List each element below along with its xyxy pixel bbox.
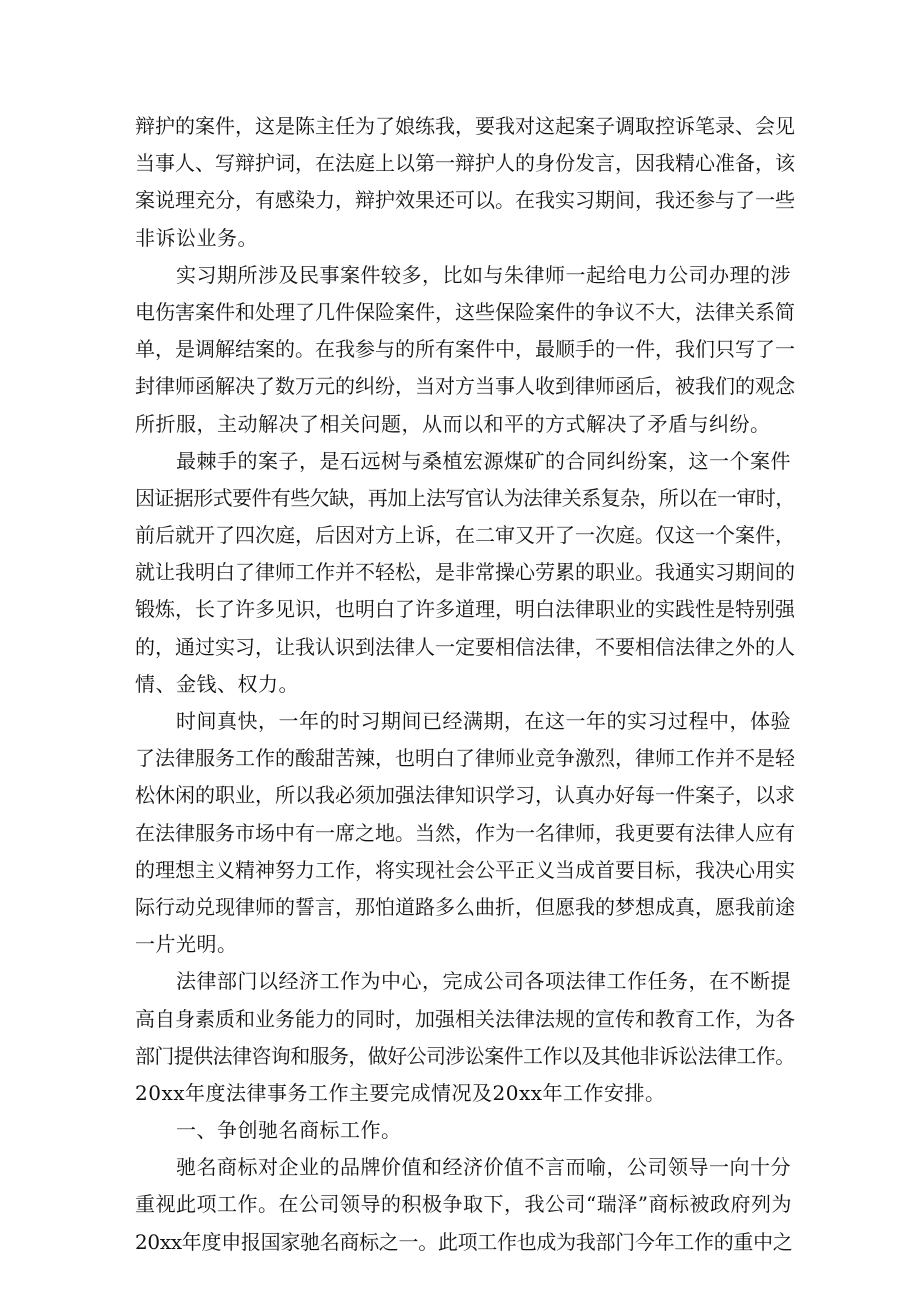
text-line: 法律部门以经济工作为中心，完成公司各项法律工作任务，在不断提 — [135, 969, 791, 994]
text-line: 部门提供法律咨询和服务，做好公司涉讼案件工作以及其他非诉讼法律工作。 — [135, 1043, 795, 1068]
text-line: 20xx年度法律事务工作主要完成情况及20xx年工作安排。 — [135, 1080, 666, 1105]
text-line: 20xx年度申报国家驰名商标之一。此项工作也成为我部门今年工作的重中之 — [135, 1229, 793, 1254]
text-line: 的，通过实习，让我认识到法律人一定要相信法律，不要相信法律之外的人 — [135, 634, 795, 659]
text-line: 了法律服务工作的酸甜苦辣，也明白了律师业竞争激烈，律师工作并不是轻 — [135, 746, 795, 771]
text-line: 驰名商标对企业的品牌价值和经济价值不言而喻，公司领导一向十分 — [135, 1155, 791, 1180]
text-line: 重视此项工作。在公司领导的积极争取下，我公司“瑞泽”商标被政府列为 — [135, 1192, 792, 1217]
text-line: 一、争创驰名商标工作。 — [135, 1118, 402, 1143]
text-line: 最棘手的案子，是石远树与桑植宏源煤矿的合同纠纷案，这一个案件 — [135, 448, 791, 473]
text-line: 所折服，主动解决了相关问题，从而以和平的方式解决了矛盾与纠纷。 — [135, 411, 771, 436]
text-line: 电伤害案件和处理了几件保险案件，这些保险案件的争议不大，法律关系简 — [135, 299, 795, 324]
text-line: 高自身素质和业务能力的同时，加强相关法律法规的宣传和教育工作，为各 — [135, 1006, 795, 1031]
text-line: 锻炼，长了许多见识，也明白了许多道理，明白法律职业的实践性是特别强 — [135, 597, 795, 622]
text-line: 因证据形式要件有些欠缺，再加上法写官认为法律关系复杂，所以在一审时， — [135, 485, 795, 510]
text-line: 案说理充分，有感染力，辩护效果还可以。在我实习期间，我还参与了一些 — [135, 188, 795, 213]
document-body — [135, 108, 795, 1261]
text-line: 时间真快，一年的时习期间已经满期，在这一年的实习过程中，体验 — [135, 709, 791, 733]
text-line: 就让我明白了律师工作并不轻松，是非常操心劳累的职业。我通实习期间的 — [135, 560, 795, 585]
text-line: 辩护的案件，这是陈主任为了娘练我，要我对这起案子调取控诉笔录、会见 — [135, 114, 795, 138]
text-line: 松休闲的职业，所以我必须加强法律知识学习，认真办好每一件案子，以求 — [135, 783, 795, 808]
text-line: 一片光明。 — [135, 932, 238, 957]
text-line: 非诉讼业务。 — [135, 225, 258, 250]
text-line: 际行动兑现律师的誓言，那怕道路多么曲折，但愿我的梦想成真，愿我前途 — [135, 894, 795, 919]
text-line: 当事人、写辩护词，在法庭上以第一辩护人的身份发言，因我精心准备，该 — [135, 151, 795, 176]
text-line: 的理想主义精神努力工作，将实现社会公平正义当成首要目标，我决心用实 — [135, 857, 795, 882]
text-line: 单，是调解结案的。在我参与的所有案件中，最顺手的一件，我们只写了一 — [135, 337, 795, 362]
text-line: 情、金钱、权力。 — [135, 671, 299, 696]
text-line: 在法律服务市场中有一席之地。当然，作为一名律师，我更要有法律人应有 — [135, 820, 795, 845]
text-line: 前后就开了四次庭，后因对方上诉，在二审又开了一次庭。仅这一个案件， — [135, 523, 795, 548]
text-line: 实习期所涉及民事案件较多，比如与朱律师一起给电力公司办理的涉 — [135, 262, 791, 287]
text-line: 封律师函解决了数万元的纠纷，当对方当事人收到律师函后，被我们的观念 — [135, 374, 795, 399]
